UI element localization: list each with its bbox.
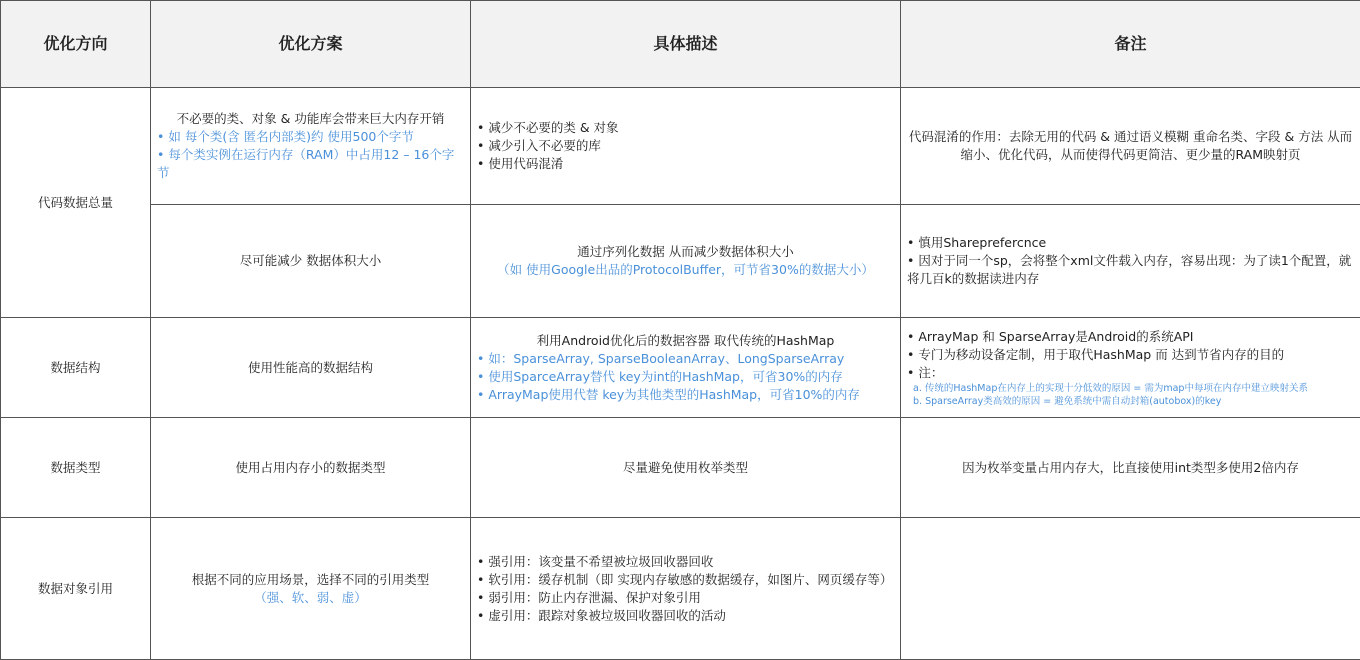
header-direction: 优化方向 [1,1,151,88]
note-cell [901,205,1360,318]
plan-cell [151,88,471,205]
description-bullet: • 软引用：缓存机制（即 实现内存敏感的数据缓存，如图片、网页缓存等） [477,571,894,589]
direction-cell: 代码数据总量 [1,88,151,318]
note-subitem: b. SparseArray类高效的原因 = 避免系统中需自动封箱(autobox)的key [907,395,1354,408]
note-cell: 因为枚举变量占用内存大，比直接使用int类型多使用2倍内存 [901,418,1360,518]
description-bullet: • 减少不必要的类 & 对象 [477,119,894,137]
table-row [1,88,1360,205]
note-bullet: • 因对于同一个sp，会将整个xml文件载入内存，容易出现：为了读1个配置，就将几百k的数据读进内存 [907,252,1354,288]
plan-cell: 使用性能高的数据结构 [151,318,471,418]
table-row [1,518,1360,660]
header-note: 备注 [901,1,1360,88]
description-subtext: （如 使用Google出品的ProtocolBuffer，可节省30%的数据大小） [477,261,894,279]
plan-bullet: • 每个类实例在运行内存（RAM）中占用12 – 16个字节 [157,146,464,182]
direction-cell: 数据类型 [1,418,151,518]
plan-cell: 尽可能减少 数据体积大小 [151,205,471,318]
description-text: 利用Android优化后的数据容器 取代传统的HashMap [477,332,894,350]
description-cell [471,88,901,205]
description-bullet: • 如：SparseArray, SparseBooleanArray、LongSparseArray [477,350,894,368]
note-bullet: • 注： [907,364,1354,382]
header-plan: 优化方案 [151,1,471,88]
note-subitem: a. 传统的HashMap在内存上的实现十分低效的原因 = 需为map中每项在内存中建立映射关系 [907,382,1354,395]
plan-bullet: • 如 每个类(含 匿名内部类)约 使用500个字节 [157,128,464,146]
direction-cell: 数据结构 [1,318,151,418]
note-bullet: • 慎用Shareprefercnce [907,234,1354,252]
note-cell [901,518,1360,660]
plan-cell [151,518,471,660]
header-description: 具体描述 [471,1,901,88]
description-cell: 尽量避免使用枚举类型 [471,418,901,518]
description-bullet: • ArrayMap使用代替 key为其他类型的HashMap，可省10%的内存 [477,386,894,404]
plan-subtext: （强、软、弱、虚） [157,589,464,607]
description-bullet: • 使用代码混淆 [477,155,894,173]
description-bullet: • 使用SparceArray替代 key为int的HashMap，可省30%的内存 [477,368,894,386]
description-cell [471,205,901,318]
plan-text: 不必要的类、对象 & 功能库会带来巨大内存开销 [157,110,464,128]
note-cell: 代码混淆的作用：去除无用的代码 & 通过语义模糊 重命名类、字段 & 方法 从而缩小、优化代码，从而使得代码更简洁、更少量的RAM映射页 [901,88,1360,205]
note-bullet: • 专门为移动设备定制，用于取代HashMap 而 达到节省内存的目的 [907,346,1354,364]
description-cell [471,318,901,418]
table-header-row [1,1,1360,88]
table-row [1,205,1360,318]
plan-text: 根据不同的应用场景，选择不同的引用类型 [157,571,464,589]
description-bullet: • 弱引用：防止内存泄漏、保护对象引用 [477,589,894,607]
table-row [1,418,1360,518]
note-cell [901,318,1360,418]
description-bullet: • 虚引用：跟踪对象被垃圾回收器回收的活动 [477,607,894,625]
description-bullet: • 减少引入不必要的库 [477,137,894,155]
description-text: 通过序列化数据 从而减少数据体积大小 [477,243,894,261]
description-bullet: • 强引用：该变量不希望被垃圾回收器回收 [477,553,894,571]
plan-cell: 使用占用内存小的数据类型 [151,418,471,518]
table-row [1,318,1360,418]
description-cell [471,518,901,660]
direction-cell: 数据对象引用 [1,518,151,660]
note-bullet: • ArrayMap 和 SparseArray是Android的系统API [907,328,1354,346]
